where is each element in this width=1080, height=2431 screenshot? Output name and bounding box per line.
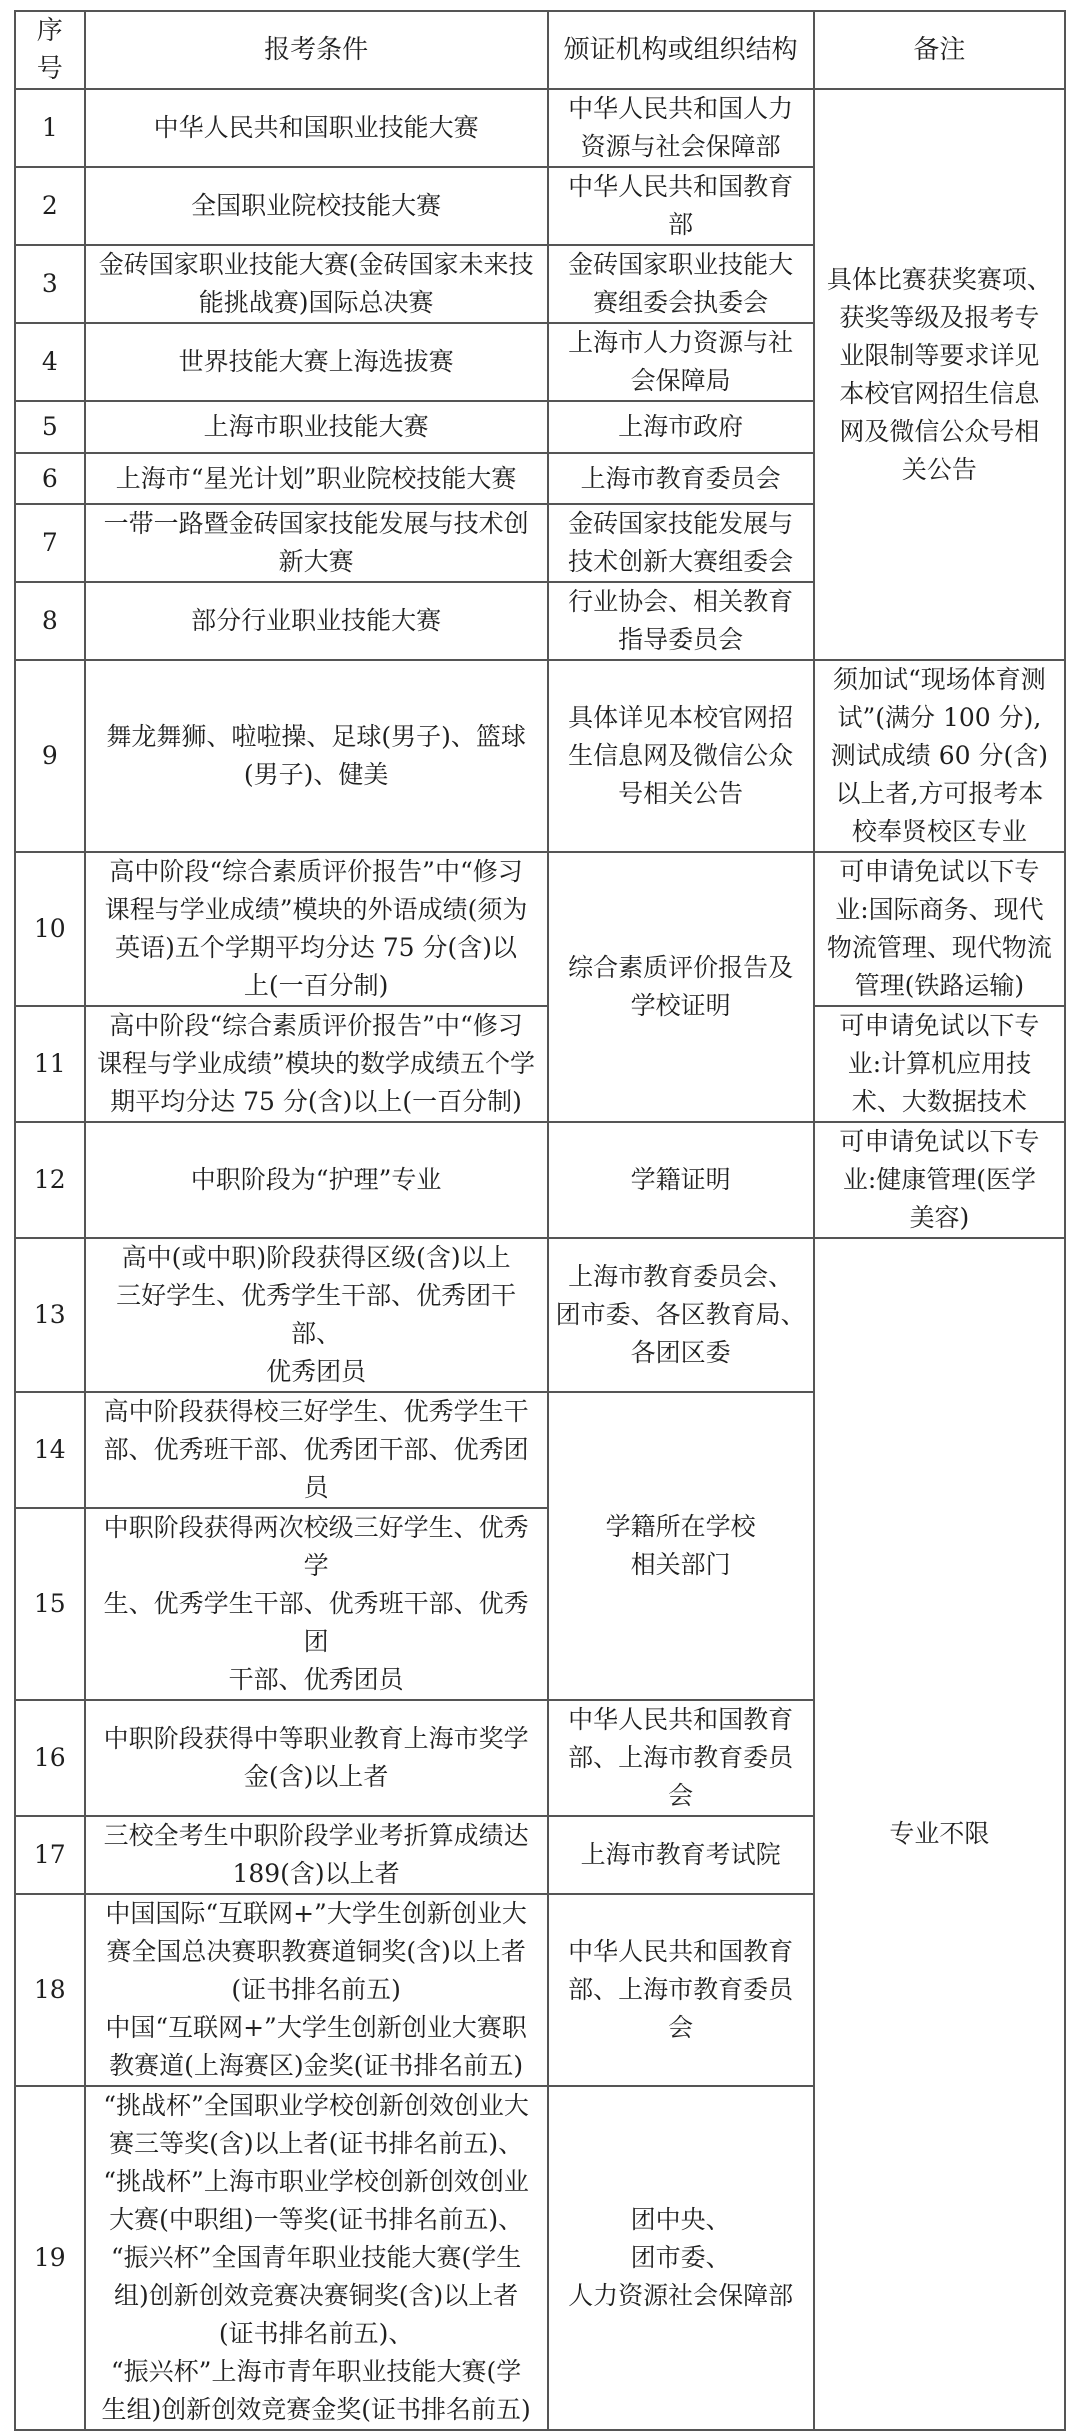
admission-conditions-table [14, 10, 1066, 2431]
row-number: 7 [15, 504, 85, 582]
row-number: 14 [15, 1392, 85, 1508]
table-row [15, 1238, 1065, 1392]
row-condition: 中国国际“互联网+”大学生创新创业大 赛全国总决赛职教赛道铜奖(含)以上者 (证书排名前五) 中国“互联网+”大学生创新创业大赛职 教赛道(上海赛区)金奖(证书排名前五) [85, 1894, 548, 2086]
row-number: 11 [15, 1006, 85, 1122]
row-number: 18 [15, 1894, 85, 2086]
row-issuing-org: 具体详见本校官网招 生信息网及微信公众 号相关公告 [548, 660, 814, 852]
row-number: 13 [15, 1238, 85, 1392]
row-condition: 三校全考生中职阶段学业考折算成绩达 189(含)以上者 [85, 1816, 548, 1894]
row-number: 16 [15, 1700, 85, 1816]
row-condition: 高中阶段获得校三好学生、优秀学生干 部、优秀班干部、优秀团干部、优秀团员 [85, 1392, 548, 1508]
org-school-dept: 学籍所在学校 相关部门 [548, 1392, 814, 1700]
row-issuing-org: 学籍证明 [548, 1122, 814, 1238]
remark-any-major: 专业不限 [814, 1238, 1065, 2430]
remark-sports-test: 须加试“现场体育测 试”(满分 100 分), 测试成绩 60 分(含) 以上者,方可报考本 校奉贤校区专业 [814, 660, 1065, 852]
row-condition: 部分行业职业技能大赛 [85, 582, 548, 660]
row-condition: 中职阶段为“护理”专业 [85, 1122, 548, 1238]
row-condition: 中职阶段获得中等职业教育上海市奖学 金(含)以上者 [85, 1700, 548, 1816]
row-number: 10 [15, 852, 85, 1006]
row-number: 17 [15, 1816, 85, 1894]
row-number: 15 [15, 1508, 85, 1700]
row-issuing-org: 中华人民共和国教育 部、上海市教育委员 会 [548, 1894, 814, 2086]
row-condition: “挑战杯”全国职业学校创新创效创业大 赛三等奖(含)以上者(证书排名前五)、 “挑战杯”上海市职业学校创新创效创业 大赛(中职组)一等奖(证书排名前五)、 “振兴杯”全国青年职业技能大赛(学生 组)创新创效竞赛决赛铜奖(含)以上者 (证书排名前五)、 “振兴杯”上海市青年职业技能大赛(学 生组)创新创效竞赛金奖(证书排名前五) [85, 2086, 548, 2430]
row-issuing-org: 上海市人力资源与社 会保障局 [548, 323, 814, 401]
table-row [15, 89, 1065, 167]
header-issuing-org: 颁证机构或组织结构 [548, 11, 814, 89]
table-row [15, 1006, 1065, 1122]
row-issuing-org: 上海市政府 [548, 401, 814, 453]
row-number: 4 [15, 323, 85, 401]
row-condition: 上海市“星光计划”职业院校技能大赛 [85, 453, 548, 504]
row-condition: 高中(或中职)阶段获得区级(含)以上 三好学生、优秀学生干部、优秀团干部、 优秀团员 [85, 1238, 548, 1392]
remark-exempt-health: 可申请免试以下专 业:健康管理(医学 美容) [814, 1122, 1065, 1238]
table-row [15, 1122, 1065, 1238]
row-issuing-org: 中华人民共和国教育 部 [548, 167, 814, 245]
row-issuing-org: 行业协会、相关教育 指导委员会 [548, 582, 814, 660]
row-condition: 高中阶段“综合素质评价报告”中“修习 课程与学业成绩”模块的外语成绩(须为 英语)五个学期平均分达 75 分(含)以 上(一百分制) [85, 852, 548, 1006]
row-issuing-org: 中华人民共和国人力 资源与社会保障部 [548, 89, 814, 167]
table-row [15, 852, 1065, 1006]
row-condition: 金砖国家职业技能大赛(金砖国家未来技 能挑战赛)国际总决赛 [85, 245, 548, 323]
row-condition: 中华人民共和国职业技能大赛 [85, 89, 548, 167]
remark-competitions: 具体比赛获奖赛项、 获奖等级及报考专 业限制等要求详见 本校官网招生信息 网及微信公众号相 关公告 [814, 89, 1065, 660]
row-condition: 全国职业院校技能大赛 [85, 167, 548, 245]
row-number: 6 [15, 453, 85, 504]
table-header-row [15, 11, 1065, 89]
row-number: 5 [15, 401, 85, 453]
row-issuing-org: 金砖国家职业技能大 赛组委会执委会 [548, 245, 814, 323]
header-remark: 备注 [814, 11, 1065, 89]
row-condition: 舞龙舞狮、啦啦操、足球(男子)、篮球 (男子)、健美 [85, 660, 548, 852]
remark-exempt-business: 可申请免试以下专 业:国际商务、现代 物流管理、现代物流 管理(铁路运输) [814, 852, 1065, 1006]
row-condition: 上海市职业技能大赛 [85, 401, 548, 453]
row-number: 12 [15, 1122, 85, 1238]
row-issuing-org: 团中央、 团市委、 人力资源社会保障部 [548, 2086, 814, 2430]
row-number: 9 [15, 660, 85, 852]
admission-conditions-table-wrapper [14, 10, 1066, 2424]
row-condition: 世界技能大赛上海选拔赛 [85, 323, 548, 401]
row-issuing-org: 上海市教育委员会 [548, 453, 814, 504]
row-number: 1 [15, 89, 85, 167]
table-row [15, 660, 1065, 852]
row-number: 19 [15, 2086, 85, 2430]
row-condition: 中职阶段获得两次校级三好学生、优秀学 生、优秀学生干部、优秀班干部、优秀团 干部、优秀团员 [85, 1508, 548, 1700]
row-condition: 高中阶段“综合素质评价报告”中“修习 课程与学业成绩”模块的数学成绩五个学 期平均分达 75 分(含)以上(一百分制) [85, 1006, 548, 1122]
row-issuing-org: 中华人民共和国教育 部、上海市教育委员 会 [548, 1700, 814, 1816]
header-seq: 序 号 [15, 11, 85, 89]
row-number: 8 [15, 582, 85, 660]
remark-exempt-computing: 可申请免试以下专 业:计算机应用技 术、大数据技术 [814, 1006, 1065, 1122]
header-condition: 报考条件 [85, 11, 548, 89]
row-condition: 一带一路暨金砖国家技能发展与技术创 新大赛 [85, 504, 548, 582]
row-issuing-org: 上海市教育考试院 [548, 1816, 814, 1894]
row-number: 2 [15, 167, 85, 245]
row-issuing-org: 上海市教育委员会、 团市委、各区教育局、 各团区委 [548, 1238, 814, 1392]
row-issuing-org: 金砖国家技能发展与 技术创新大赛组委会 [548, 504, 814, 582]
org-quality-report: 综合素质评价报告及 学校证明 [548, 852, 814, 1122]
row-number: 3 [15, 245, 85, 323]
